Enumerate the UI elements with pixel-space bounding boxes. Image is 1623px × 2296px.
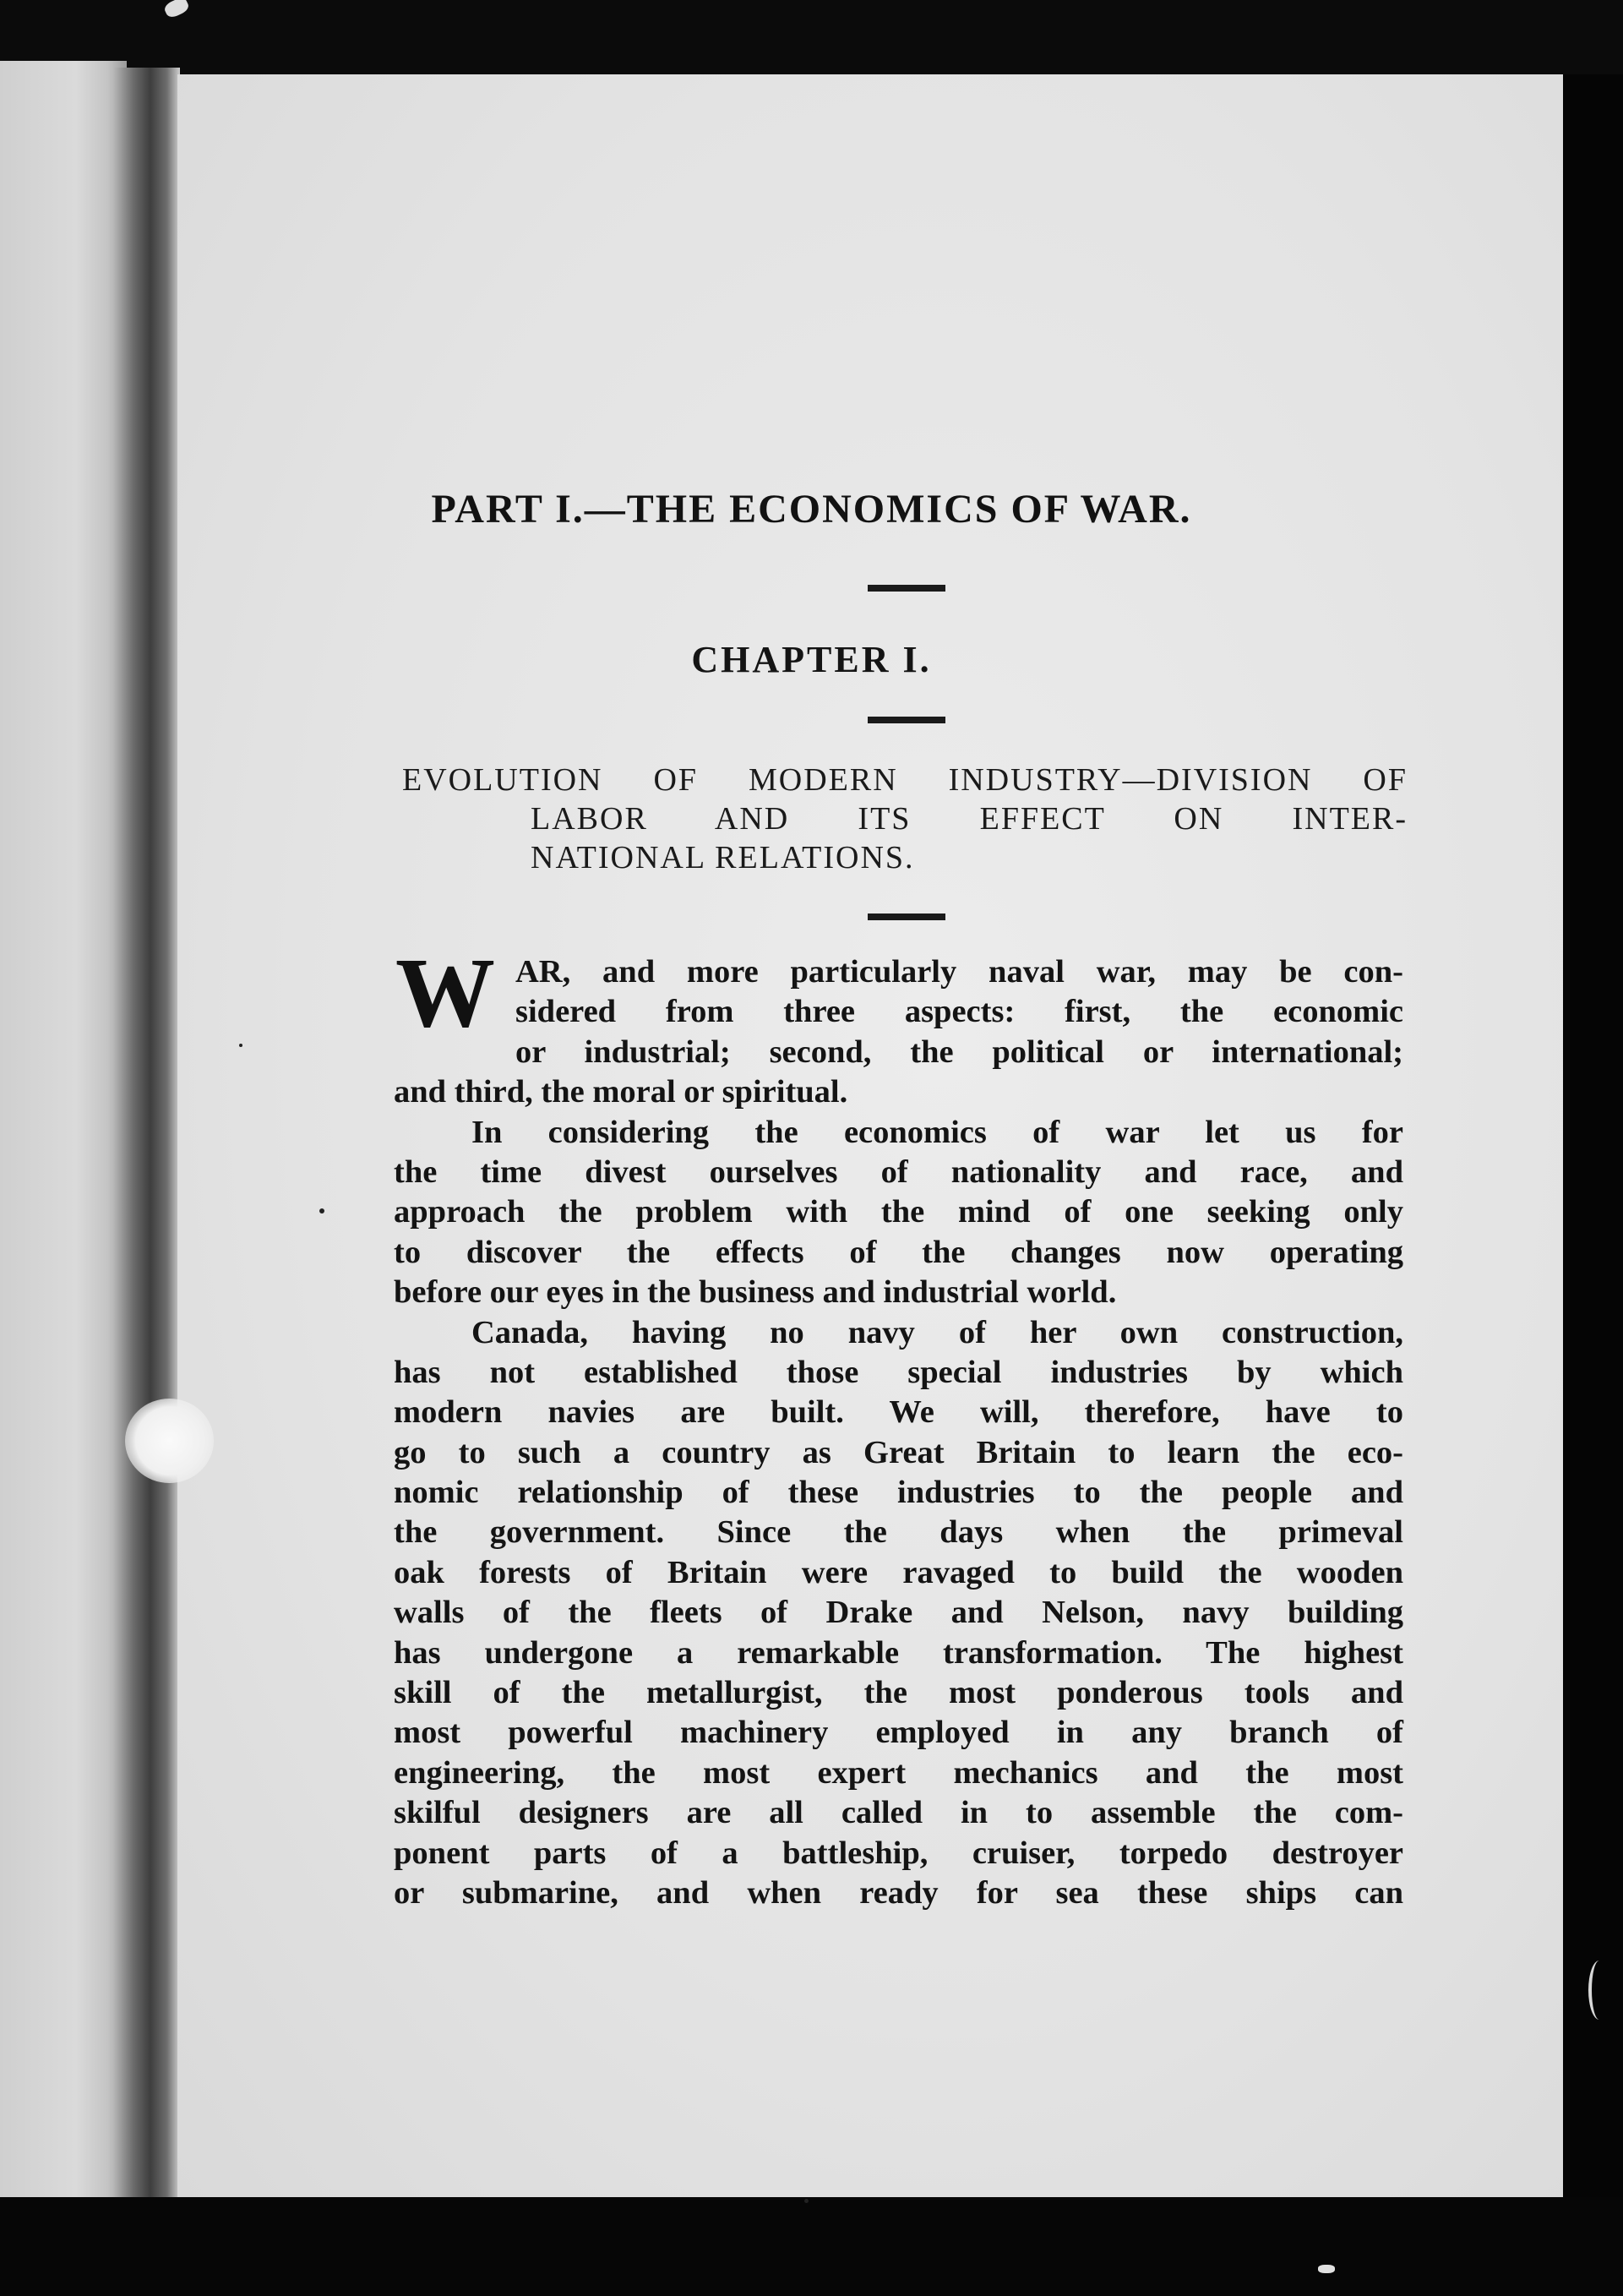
body-text bbox=[394, 952, 1403, 1913]
text-line: has not established those special industries by which bbox=[394, 1354, 1403, 1390]
text-line: walls of the fleets of Drake and Nelson, navy building bbox=[394, 1595, 1403, 1631]
chapter-heading-line: NATIONAL RELATIONS. bbox=[531, 840, 915, 875]
text-line: skilful designers are all called in to assemble the com- bbox=[394, 1795, 1403, 1831]
text-line: the time divest ourselves of nationality and race, and bbox=[394, 1153, 1403, 1190]
text-line: the government. Since the days when the primeval bbox=[394, 1514, 1403, 1551]
scan-artifact-bottom bbox=[1318, 2265, 1335, 2273]
text-line: nomic relationship of these industries to the people and bbox=[394, 1475, 1403, 1511]
paper-blemish bbox=[125, 1399, 214, 1483]
text-line: skill of the metallurgist, the most ponderous tools and bbox=[394, 1675, 1403, 1711]
chapter-title: CHAPTER I. bbox=[691, 639, 932, 680]
page-speck bbox=[239, 1044, 242, 1047]
text-line: AR, and more particularly naval war, may be con- bbox=[515, 954, 1403, 990]
chapter-heading bbox=[402, 761, 1408, 877]
text-line: most powerful machinery employed in any branch of bbox=[394, 1715, 1403, 1751]
scan-right-border bbox=[1563, 74, 1623, 2271]
text-line: modern navies are built. We will, therefore, have to bbox=[394, 1394, 1403, 1431]
text-line: or submarine, and when ready for sea these ships can bbox=[394, 1874, 1403, 1911]
heading-rule bbox=[868, 913, 945, 920]
chapter-rule bbox=[868, 717, 945, 723]
text-line: In considering the economics of war let us for bbox=[471, 1114, 1403, 1150]
page-speck bbox=[319, 1208, 324, 1213]
text-line: go to such a country as Great Britain to learn the eco- bbox=[394, 1434, 1403, 1470]
text-line: sidered from three aspects: first, the economic bbox=[515, 994, 1403, 1030]
title-rule bbox=[868, 585, 945, 592]
scan-bottom-border bbox=[0, 2197, 1623, 2296]
book-gutter bbox=[114, 68, 180, 2206]
text-line: Canada, having no navy of her own construction, bbox=[471, 1314, 1403, 1350]
text-line: and third, the moral or spiritual. bbox=[394, 1074, 848, 1110]
page-speck bbox=[804, 2199, 809, 2203]
facing-page-edge bbox=[0, 61, 127, 2211]
text-line: approach the problem with the mind of one seeking only bbox=[394, 1194, 1403, 1230]
text-line: ponent parts of a battleship, cruiser, torpedo destroyer bbox=[394, 1835, 1403, 1871]
scan-artifact-right bbox=[1588, 1961, 1610, 2020]
text-line: or industrial; second, the political or international; bbox=[515, 1033, 1403, 1070]
text-line: oak forests of Britain were ravaged to build the wooden bbox=[394, 1554, 1403, 1590]
drop-cap: W bbox=[395, 937, 495, 1048]
text-line: to discover the effects of the changes now operating bbox=[394, 1234, 1403, 1270]
part-title: PART I.—THE ECONOMICS OF WAR. bbox=[431, 487, 1192, 532]
text-line: has undergone a remarkable transformation. The highest bbox=[394, 1634, 1403, 1671]
text-line: before our eyes in the business and industrial world. bbox=[394, 1274, 1117, 1311]
chapter-heading-line: EVOLUTION OF MODERN INDUSTRY—DIVISION OF bbox=[402, 762, 1408, 798]
text-line: engineering, the most expert mechanics and the most bbox=[394, 1754, 1403, 1791]
chapter-heading-line: LABOR AND ITS EFFECT ON INTER- bbox=[531, 801, 1408, 837]
